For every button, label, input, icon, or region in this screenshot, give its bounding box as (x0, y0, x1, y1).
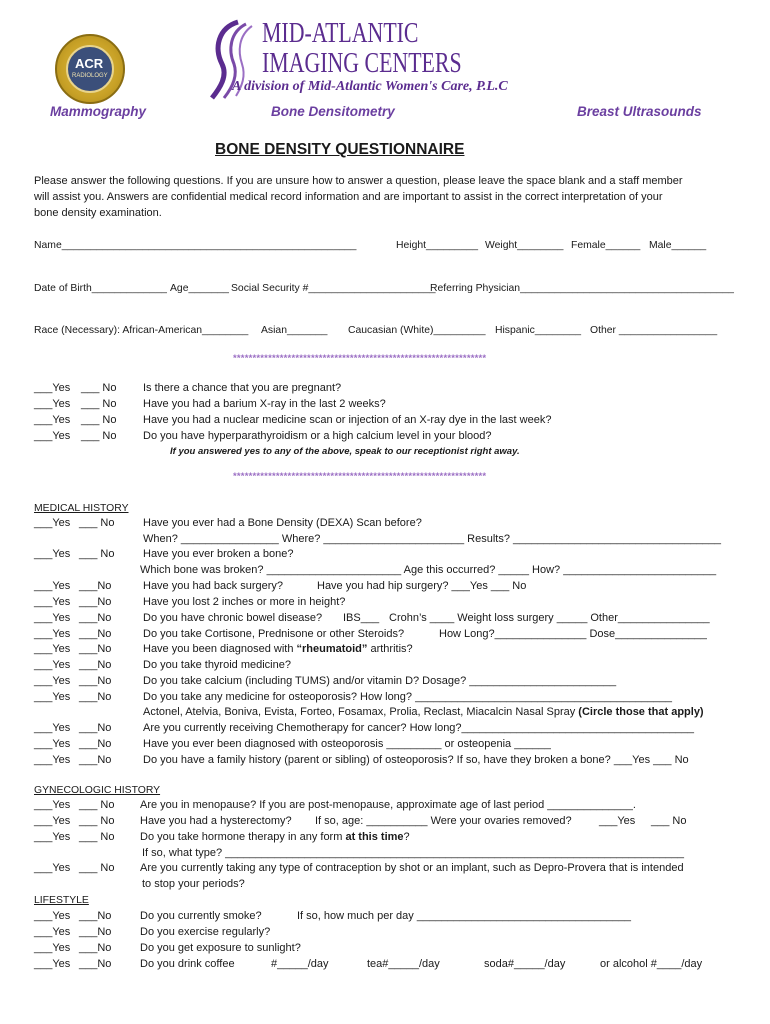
gyn-q1: Are you in menopause? If you are post-menopause, approximate age of last period ______________. (140, 799, 636, 811)
seal-text: ACR (75, 56, 104, 71)
divider-stars-1: ***************************************************************** (233, 353, 487, 364)
screen-question-1: Is there a chance that you are pregnant? (143, 382, 342, 394)
life-q4-coffee[interactable]: #_____/day (271, 958, 329, 970)
med-no-12[interactable]: ___No (79, 738, 112, 750)
med-yes-11[interactable]: ___Yes (34, 722, 71, 734)
race-asian-field[interactable]: Asian_______ (261, 325, 328, 336)
med-yes-5[interactable]: ___Yes (34, 612, 71, 624)
gyn-no-1[interactable]: ___ No (79, 799, 115, 811)
med-q4: Have you lost 2 inches or more in height? (143, 596, 346, 608)
med-yes-12[interactable]: ___Yes (34, 738, 71, 750)
med-q11: Are you currently receiving Chemotherapy for cancer? How long?______________________________________ (143, 722, 695, 734)
med-yes-3[interactable]: ___Yes (34, 580, 71, 592)
med-q1: Have you ever had a Bone Density (DEXA) Scan before? (143, 517, 422, 529)
screen-no-4[interactable]: ___ No (81, 430, 117, 442)
med-yes-7[interactable]: ___Yes (34, 643, 71, 655)
med-q5-ibs[interactable]: IBS___ (343, 612, 380, 624)
height-field[interactable]: Height_________ (396, 240, 479, 251)
name-field[interactable]: Name___________________________________________________ (34, 240, 357, 251)
weight-field[interactable]: Weight________ (485, 240, 564, 251)
med-no-3[interactable]: ___No (79, 580, 112, 592)
life-q4-alcohol[interactable]: or alcohol #____/day (600, 958, 703, 970)
med-no-9[interactable]: ___No (79, 675, 112, 687)
life-no-3[interactable]: ___No (79, 942, 112, 954)
page-title: BONE DENSITY QUESTIONNAIRE (215, 141, 465, 158)
intro-line-2: will assist you. Answers are confidential medical record information and are important to assist in the correct interpretation of your (34, 191, 663, 203)
screen-yes-4[interactable]: ___Yes (34, 430, 71, 442)
seal-subtext: RADIOLOGY (72, 73, 108, 79)
life-q4-tea[interactable]: tea#_____/day (367, 958, 440, 970)
med-yes-4[interactable]: ___Yes (34, 596, 71, 608)
gyn-q3-type[interactable]: If so, what type? ___________________________________________________________________________ (142, 847, 684, 859)
age-field[interactable]: Age_______ (170, 283, 229, 294)
gyn-q4: Are you currently taking any type of contraception by shot or an implant, such as Depro-Provera that is intended (140, 862, 684, 874)
service-breast-ultrasounds: Breast Ultrasounds (577, 104, 702, 119)
race-caucasian-field[interactable]: Caucasian (White)_________ (348, 325, 486, 336)
division-tagline: A division of Mid-Atlantic Women's Care, P.L.C (232, 79, 508, 94)
gyn-q3-emphasis: at this time (345, 831, 404, 843)
med-no-8[interactable]: ___No (79, 659, 112, 671)
life-yes-1[interactable]: ___Yes (34, 910, 71, 922)
screen-no-3[interactable]: ___ No (81, 414, 117, 426)
divider-stars-2: ***************************************************************** (233, 471, 487, 482)
ssn-field[interactable]: Social Security #______________________ (231, 283, 436, 294)
life-yes-3[interactable]: ___Yes (34, 942, 71, 954)
med-no-7[interactable]: ___No (79, 643, 112, 655)
med-q13: Do you have a family history (parent or sibling) of osteoporosis? If so, have they broken a bone? ___Yes ___ No (143, 754, 689, 766)
acr-seal (55, 34, 125, 104)
med-no-10[interactable]: ___No (79, 691, 112, 703)
logo-line2: IMAGING CENTERS (262, 48, 462, 79)
intro-line-3: bone density examination. (34, 207, 162, 219)
gyn-yes-2[interactable]: ___Yes (34, 815, 71, 827)
med-q3-back-surgery: Have you had back surgery? (143, 580, 284, 592)
med-q7-text: Have you been diagnosed with (143, 643, 297, 655)
gyn-q2-ovaries-no[interactable]: ___ No (651, 815, 687, 827)
med-yes-8[interactable]: ___Yes (34, 659, 71, 671)
med-no-11[interactable]: ___No (79, 722, 112, 734)
med-q7 (143, 643, 413, 655)
med-no-5[interactable]: ___No (79, 612, 112, 624)
screen-yes-2[interactable]: ___Yes (34, 398, 71, 410)
med-q5-crohns[interactable]: Crohn’s ____ Weight loss surgery _____ Other_______________ (389, 612, 710, 624)
med-no-1[interactable]: ___ No (79, 517, 115, 529)
intro-line-1: Please answer the following questions. If you are unsure how to answer a question, please leave the space blank and a staff member (34, 175, 683, 187)
med-q10: Do you take any medicine for osteoporosis? How long? __________________________________________ (143, 691, 673, 703)
life-no-4[interactable]: ___No (79, 958, 112, 970)
referring-physician-field[interactable]: Referring Physician_____________________________________ (430, 283, 734, 294)
med-no-4[interactable]: ___No (79, 596, 112, 608)
med-yes-1[interactable]: ___Yes (34, 517, 71, 529)
med-q10-list[interactable]: Actonel, Atelvia, Boniva, Evista, Forteo, Fosamax, Prolia, Reclast, Miacalcin Nasal Spray (143, 706, 579, 718)
med-yes-10[interactable]: ___Yes (34, 691, 71, 703)
gyn-no-4[interactable]: ___ No (79, 862, 115, 874)
med-no-6[interactable]: ___No (79, 628, 112, 640)
med-q1-details[interactable]: When? ________________ Where? _______________________ Results? __________________________________ (143, 533, 722, 545)
med-yes-6[interactable]: ___Yes (34, 628, 71, 640)
gyn-q2: Have you had a hysterectomy? (140, 815, 292, 827)
lifestyle-heading: LIFESTYLE (34, 895, 89, 906)
screen-question-3: Have you had a nuclear medicine scan or injection of an X-ray dye in the last week? (143, 414, 552, 426)
med-yes-13[interactable]: ___Yes (34, 754, 71, 766)
gyn-q2-age[interactable]: If so, age: __________ Were your ovaries removed? (315, 815, 572, 827)
logo-line1: MID-ATLANTIC (262, 18, 419, 49)
med-q3-hip-surgery[interactable]: Have you had hip surgery? ___Yes ___ No (317, 580, 527, 592)
gyn-q2-ovaries-yes[interactable]: ___Yes (599, 815, 636, 827)
med-q6-duration[interactable]: How Long?_______________ Dose_______________ (439, 628, 707, 640)
screen-no-2[interactable]: ___ No (81, 398, 117, 410)
life-yes-4[interactable]: ___Yes (34, 958, 71, 970)
screen-question-4: Do you have hyperparathyroidism or a high calcium level in your blood? (143, 430, 492, 442)
life-no-2[interactable]: ___No (79, 926, 112, 938)
med-no-2[interactable]: ___ No (79, 548, 115, 560)
gyn-no-3[interactable]: ___ No (79, 831, 115, 843)
race-other-field[interactable]: Other _________________ (590, 325, 718, 336)
gyn-q3 (140, 831, 410, 843)
life-q4: Do you drink coffee (140, 958, 235, 970)
med-q2: Have you ever broken a bone? (143, 548, 294, 560)
med-no-13[interactable]: ___No (79, 754, 112, 766)
life-q3: Do you get exposure to sunlight? (140, 942, 301, 954)
gyn-q3-end: ? (403, 831, 410, 843)
screen-question-2: Have you had a barium X-ray in the last 2 weeks? (143, 398, 386, 410)
service-mammography: Mammography (50, 104, 147, 119)
med-q8: Do you take thyroid medicine? (143, 659, 291, 671)
gynecologic-history-heading: GYNECOLOGIC HISTORY (34, 785, 161, 796)
med-yes-2[interactable]: ___Yes (34, 548, 71, 560)
gyn-q4-cont: to stop your periods? (142, 878, 245, 890)
race-african-american-field[interactable]: Race (Necessary): African-American________ (34, 325, 249, 336)
med-q10-medications[interactable] (143, 706, 704, 718)
med-q7-rheumatoid: “rheumatoid” (296, 643, 368, 655)
med-q5: Do you have chronic bowel disease? (143, 612, 323, 624)
life-no-1[interactable]: ___No (79, 910, 112, 922)
life-q1-amount[interactable]: If so, how much per day ___________________________________ (297, 910, 631, 922)
gyn-yes-1[interactable]: ___Yes (34, 799, 71, 811)
med-q10-circle-note: (Circle those that apply) (578, 706, 704, 718)
med-q6: Do you take Cortisone, Prednisone or other Steroids? (143, 628, 405, 640)
med-q2-details[interactable]: Which bone was broken? ______________________ Age this occurred? _____ How? _________________________ (140, 564, 717, 576)
gyn-no-2[interactable]: ___ No (79, 815, 115, 827)
screen-no-1[interactable]: ___ No (81, 382, 117, 394)
male-field[interactable]: Male______ (649, 240, 707, 251)
med-q7-end: arthritis? (367, 643, 413, 655)
gyn-yes-4[interactable]: ___Yes (34, 862, 71, 874)
gyn-q3-text: Do you take hormone therapy in any form (140, 831, 346, 843)
med-q9: Do you take calcium (including TUMS) and/or vitamin D? Dosage? ________________________ (143, 675, 617, 687)
gyn-yes-3[interactable]: ___Yes (34, 831, 71, 843)
life-q2: Do you exercise regularly? (140, 926, 271, 938)
med-q12: Have you ever been diagnosed with osteoporosis _________ or osteopenia ______ (143, 738, 551, 750)
life-q4-soda[interactable]: soda#_____/day (484, 958, 566, 970)
life-yes-2[interactable]: ___Yes (34, 926, 71, 938)
service-bone-densitometry: Bone Densitometry (271, 104, 395, 119)
life-q1: Do you currently smoke? (140, 910, 262, 922)
screen-yes-3[interactable]: ___Yes (34, 414, 71, 426)
race-hispanic-field[interactable]: Hispanic________ (495, 325, 582, 336)
screening-note: If you answered yes to any of the above, speak to our receptionist right away. (170, 446, 520, 457)
female-field[interactable]: Female______ (571, 240, 641, 251)
dob-field[interactable]: Date of Birth_____________ (34, 283, 167, 294)
med-yes-9[interactable]: ___Yes (34, 675, 71, 687)
screen-yes-1[interactable]: ___Yes (34, 382, 71, 394)
medical-history-heading: MEDICAL HISTORY (34, 503, 129, 514)
